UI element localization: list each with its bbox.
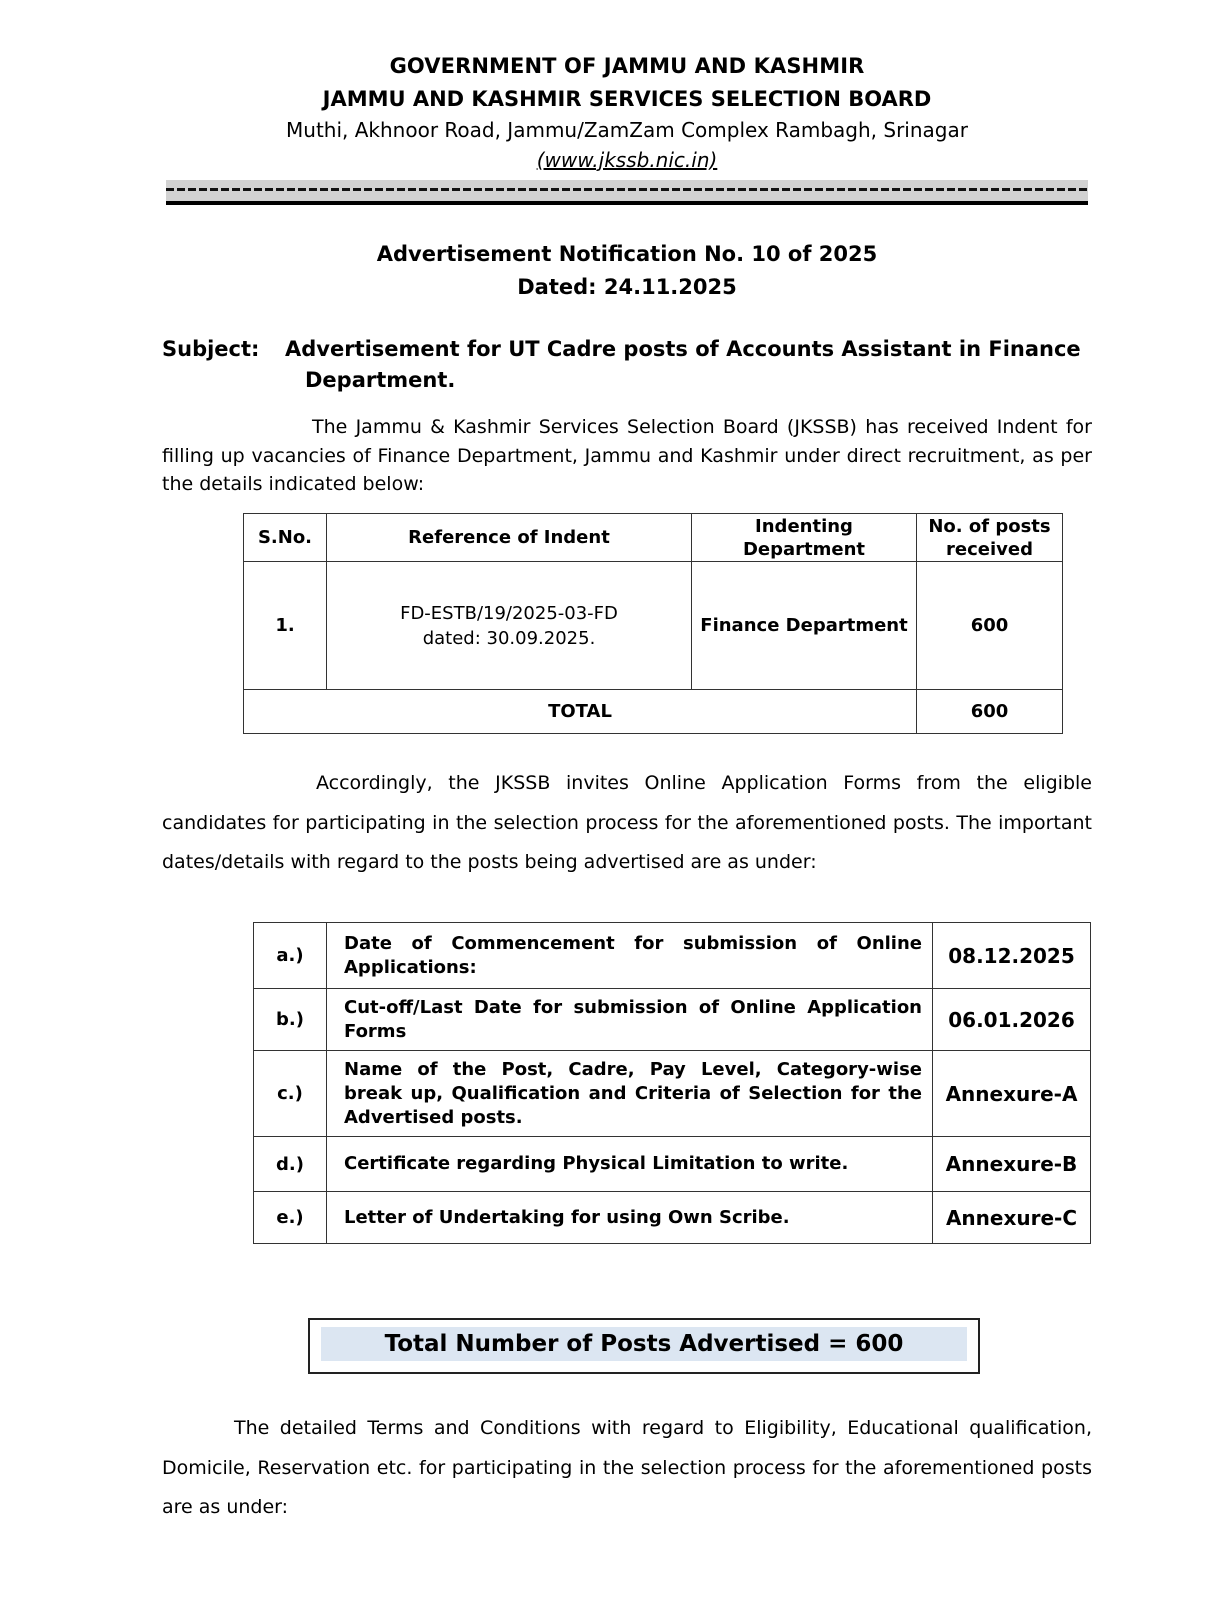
header-department: Indenting Department [692, 514, 917, 562]
subject-line-1: Advertisement for UT Cadre posts of Accounts Assistant in Finance [285, 337, 1081, 361]
total-value: 600 [917, 690, 1063, 734]
header-board: JAMMU AND KASHMIR SERVICES SELECTION BOARD [322, 87, 932, 111]
table-row [254, 923, 1091, 989]
total-row [244, 690, 1063, 734]
row-label: d.) [254, 1137, 327, 1192]
table-row [244, 562, 1063, 690]
row-label: b.) [254, 989, 327, 1051]
cell-sno: 1. [244, 562, 327, 690]
solid-rule [166, 201, 1088, 205]
row-value: 06.01.2026 [933, 989, 1091, 1051]
row-description: Name of the Post, Cadre, Pay Level, Category-wise break up, Qualification and Criteria of Selection for the Advertised posts. [327, 1051, 933, 1137]
total-posts-text: Total Number of Posts Advertised = 600 [321, 1327, 967, 1361]
table-row [254, 989, 1091, 1051]
subject-line-2: Department. [305, 368, 456, 392]
header-posts: No. of posts received [917, 514, 1063, 562]
intro-paragraph: The Jammu & Kashmir Services Selection Board (JKSSB) has received Indent for filling up vacancies of Finance Department, Jammu and Kashmir under direct recruitment, as per the details indicated below: [162, 416, 1092, 495]
indent-table [243, 513, 1063, 734]
row-value: Annexure-A [933, 1051, 1091, 1137]
table-row [254, 1051, 1091, 1137]
dashed-rule [166, 188, 1088, 191]
header-sno: S.No. [244, 514, 327, 562]
row-description: Certificate regarding Physical Limitation to write. [327, 1137, 933, 1192]
table-row [254, 1192, 1091, 1244]
important-dates-table [253, 922, 1091, 1244]
table-row [254, 1137, 1091, 1192]
terms-paragraph: The detailed Terms and Conditions with regard to Eligibility, Educational qualification, Domicile, Reservation etc. for participating in the selection process for the aforementioned posts are as under: [162, 1417, 1092, 1518]
subject-label: Subject: [162, 337, 260, 361]
row-value: Annexure-C [933, 1192, 1091, 1244]
total-posts-box [308, 1318, 980, 1374]
invitation-paragraph: Accordingly, the JKSSB invites Online Application Forms from the eligible candidates for participating in the selection process for the aforementioned posts. The important dates/details with regard to the posts being advertised are as under: [162, 772, 1092, 873]
indent-table-header [244, 514, 1063, 562]
row-description: Date of Commencement for submission of Online Applications: [327, 923, 933, 989]
cell-posts: 600 [917, 562, 1063, 690]
header-divider [166, 180, 1088, 204]
total-label: TOTAL [244, 690, 917, 734]
cell-reference: FD-ESTB/19/2025-03-FD dated: 30.09.2025. [327, 562, 692, 690]
header-government: GOVERNMENT OF JAMMU AND KASHMIR [389, 54, 865, 78]
notification-date: Dated: 24.11.2025 [517, 275, 737, 299]
row-value: Annexure-B [933, 1137, 1091, 1192]
header-reference: Reference of Indent [327, 514, 692, 562]
header-address: Muthi, Akhnoor Road, Jammu/ZamZam Complex Rambagh, Srinagar [286, 118, 968, 142]
row-value: 08.12.2025 [933, 923, 1091, 989]
row-label: e.) [254, 1192, 327, 1244]
row-label: a.) [254, 923, 327, 989]
notification-number: Advertisement Notification No. 10 of 2025 [376, 242, 878, 266]
row-description: Cut-off/Last Date for submission of Online Application Forms [327, 989, 933, 1051]
row-label: c.) [254, 1051, 327, 1137]
row-description: Letter of Undertaking for using Own Scribe. [327, 1192, 933, 1244]
cell-department: Finance Department [692, 562, 917, 690]
website-link[interactable]: (www.jkssb.nic.in) [536, 148, 718, 172]
